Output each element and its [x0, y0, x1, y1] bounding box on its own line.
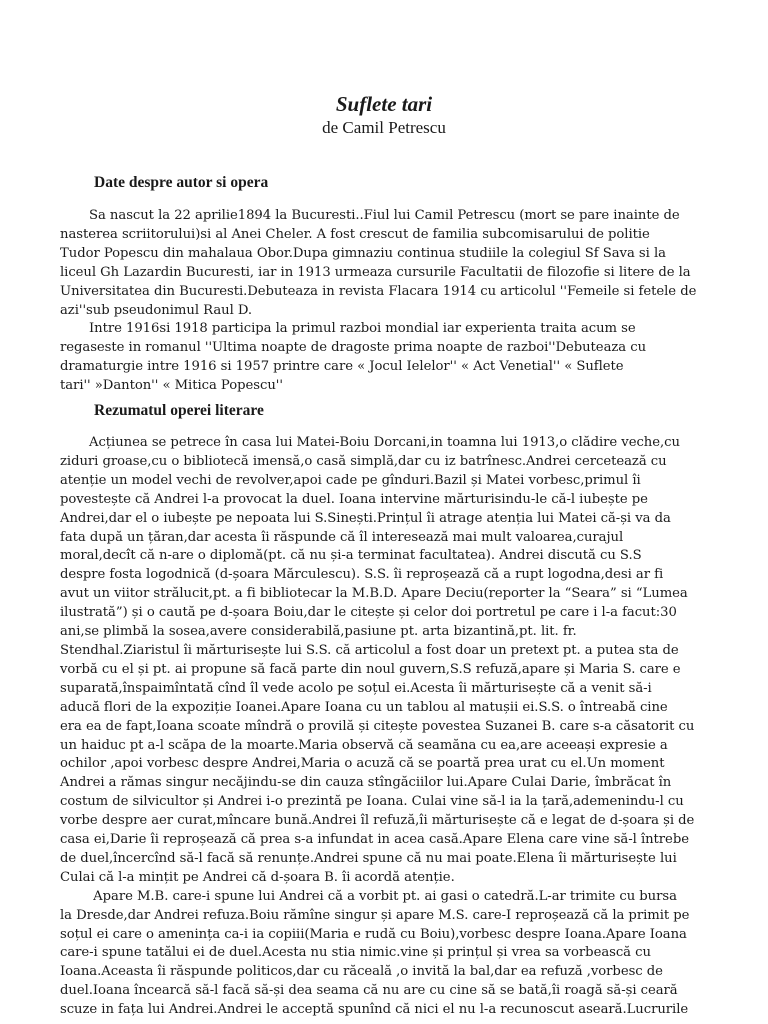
- text-line: Andrei a rămas singur necăjindu-se din cauza stîngăciilor lui.Apare Culai Darie, îmbrăcat în: [60, 775, 672, 791]
- text-line: un haiduc pt a-l scăpa de la moarte.Maria observă că seamăna cu ea,are aceeași expresie a: [60, 737, 668, 753]
- text-line: ilustrată”) și o caută pe d-șoara Boiu,dar le citește și celor doi portretul pe care i l-a facut:30: [60, 605, 677, 621]
- text-line: costum de silvicultor și Andrei i-o prezintă pe Ioana. Culai vine să-l ia la țară,ademenindu-l cu: [60, 794, 684, 810]
- section-heading-author: Date despre autor si opera: [94, 174, 269, 191]
- text-line: vorbă cu el și pt. ai propune să facă parte din noul guvern,S.S refuză,apare și Maria S. care e: [60, 661, 681, 677]
- text-line: de duel,încercînd să-l facă să renunțe.Andrei spune că nu mai poate.Elena îi mărturisește lui: [60, 850, 677, 866]
- text-line: Universitatea din Bucuresti.Debuteaza in revista Flacara 1914 cu articolul ''Femeile si fetele de: [60, 283, 697, 299]
- text-line: avut un viitor strălucit,pt. a fi bibliotecar la M.B.D. Apare Deciu(reporter la “Seara” si “Lumea: [60, 586, 688, 602]
- text-line: atenție un model vechi de revolver,apoi cade pe gînduri.Bazil și Matei vorbesc,primul îi: [60, 472, 641, 488]
- text-line: suparată,înspaimîntată cînd îl vede acolo pe soțul ei.Acesta îi mărturisește că a venit să-i: [60, 680, 652, 696]
- text-line: nasterea scriitorului)si al Anei Cheler. A fost crescut de familia subcomisarului de politie: [60, 226, 650, 242]
- text-line: Andrei,dar el o iubește pe nepoata lui S.Sinești.Prințul îi atrage atenția lui Matei că-și va da: [60, 510, 671, 526]
- text-line: Culai că l-a mințit pe Andrei că d-șoara B. îi acordă atenție.: [60, 869, 455, 885]
- section-body-author: [60, 207, 712, 396]
- text-line: ziduri groase,cu o bibliotecă imensă,o casă simplă,dar cu iz batrînesc.Andrei cercetează cu: [60, 453, 667, 469]
- section-body-summary: [60, 434, 712, 1020]
- text-line: scuze in fața lui Andrei.Andrei le acceptă spunînd că nici el nu l-a recunoscut aseară.Lucrurile: [60, 1002, 689, 1018]
- text-line: Acțiunea se petrece în casa lui Matei-Boiu Dorcani,in toamna lui 1913,o clădire veche,cu: [60, 435, 680, 450]
- text-line: soțul ei care o amenința ca-i ia copiii(Maria e rudă cu Boiu),vorbesc despre Ioana.Apare Ioana: [60, 926, 687, 942]
- text-line: Intre 1916si 1918 participa la primul razboi mondial iar experienta traita acum se: [60, 321, 636, 337]
- text-line: era ea de fapt,Ioana scoate mîndră o provilă și citește povestea Suzanei B. care s-a căsatorit cu: [60, 718, 695, 734]
- section-heading-summary: Rezumatul operei literare: [94, 402, 264, 419]
- text-line: despre fosta logodnică (d-șoara Mărculescu). S.S. îi reproșează că a rupt logodna,desi ar fi: [60, 567, 664, 583]
- text-line: regaseste in romanul ''Ultima noapte de dragoste prima noapte de razboi''Debuteaza cu: [60, 340, 647, 356]
- text-line: Tudor Popescu din mahalaua Obor.Dupa gimnaziu continua studiile la colegiul Sf Sava si la: [60, 245, 666, 261]
- text-line: duel.Ioana încearcă să-l facă să-și dea seama că nu are cu cine să se bată,îi roagă să-și ceară: [60, 983, 678, 999]
- text-line: moral,decît că n-are o diplomă(pt. că nu și-a terminat facultatea). Andrei discută cu S.S: [60, 548, 642, 564]
- text-line: Ioana.Aceasta îi răspunde politicos,dar cu răceală ,o invită la bal,dar ea refuză ,vorbesc de: [60, 964, 663, 980]
- text-line: povestește că Andrei l-a provocat la duel. Ioana intervine mărturisindu-le că-l iubește pe: [60, 491, 648, 507]
- text-line: Stendhal.Ziaristul îi mărturisește lui S.S. că articolul a fost doar un pretext pt. a putea sta de: [60, 642, 679, 658]
- document-title: Suflete tari: [335, 92, 433, 116]
- text-line: dramaturgie intre 1916 si 1957 printre care « Jocul Ielelor'' « Act Venetial'' « Suflete: [60, 359, 624, 375]
- text-line: ochilor ,apoi vorbesc despre Andrei,Maria o acuză că se poartă prea urat cu el.Un moment: [60, 756, 665, 772]
- text-line: vorbe despre aer curat,mîncare bună.Andrei îl refuză,îi mărturisește că e legat de d-șoara și de: [60, 813, 695, 829]
- text-line: tari'' »Danton'' « Mitica Popescu'': [60, 378, 283, 394]
- text-line: Sa nascut la 22 aprilie1894 la Bucuresti..Fiul lui Camil Petrescu (mort se pare inainte de: [60, 208, 680, 223]
- text-line: Apare M.B. care-i spune lui Andrei că a vorbit pt. ai gasi o catedră.L-ar trimite cu bursa: [60, 888, 677, 904]
- document-author: de Camil Petrescu: [322, 118, 446, 137]
- text-line: fata după un țăran,dar acesta îi răspunde că îl interesează mai mult valoarea,curajul: [60, 529, 624, 545]
- text-line: la Dresde,dar Andrei refuza.Boiu rămîne singur și apare M.S. care-I reproșează că la primit pe: [60, 907, 690, 923]
- text-line: ani,se plimbă la sosea,avere considerabilă,pasiune pt. arta bizantină,pt. lit. fr.: [60, 624, 577, 640]
- text-line: casa ei,Darie îi reproșează că prea s-a infundat in acea casă.Apare Elena care vine să-l întrebe: [60, 832, 689, 848]
- text-line: liceul Gh Lazardin Bucuresti, iar in 1913 urmeaza cursurile Facultatii de filozofie si litere de la: [60, 264, 691, 280]
- text-line: azi''sub pseudonimul Raul D.: [60, 302, 253, 318]
- text-line: care-i spune tatălui ei de duel.Acesta nu stia nimic.vine și prințul și vrea sa vorbească cu: [60, 945, 651, 961]
- text-line: aducă flori de la expoziție Ioanei.Apare Ioana cu un tablou al matușii ei.S.S. o întreabă cine: [60, 699, 668, 715]
